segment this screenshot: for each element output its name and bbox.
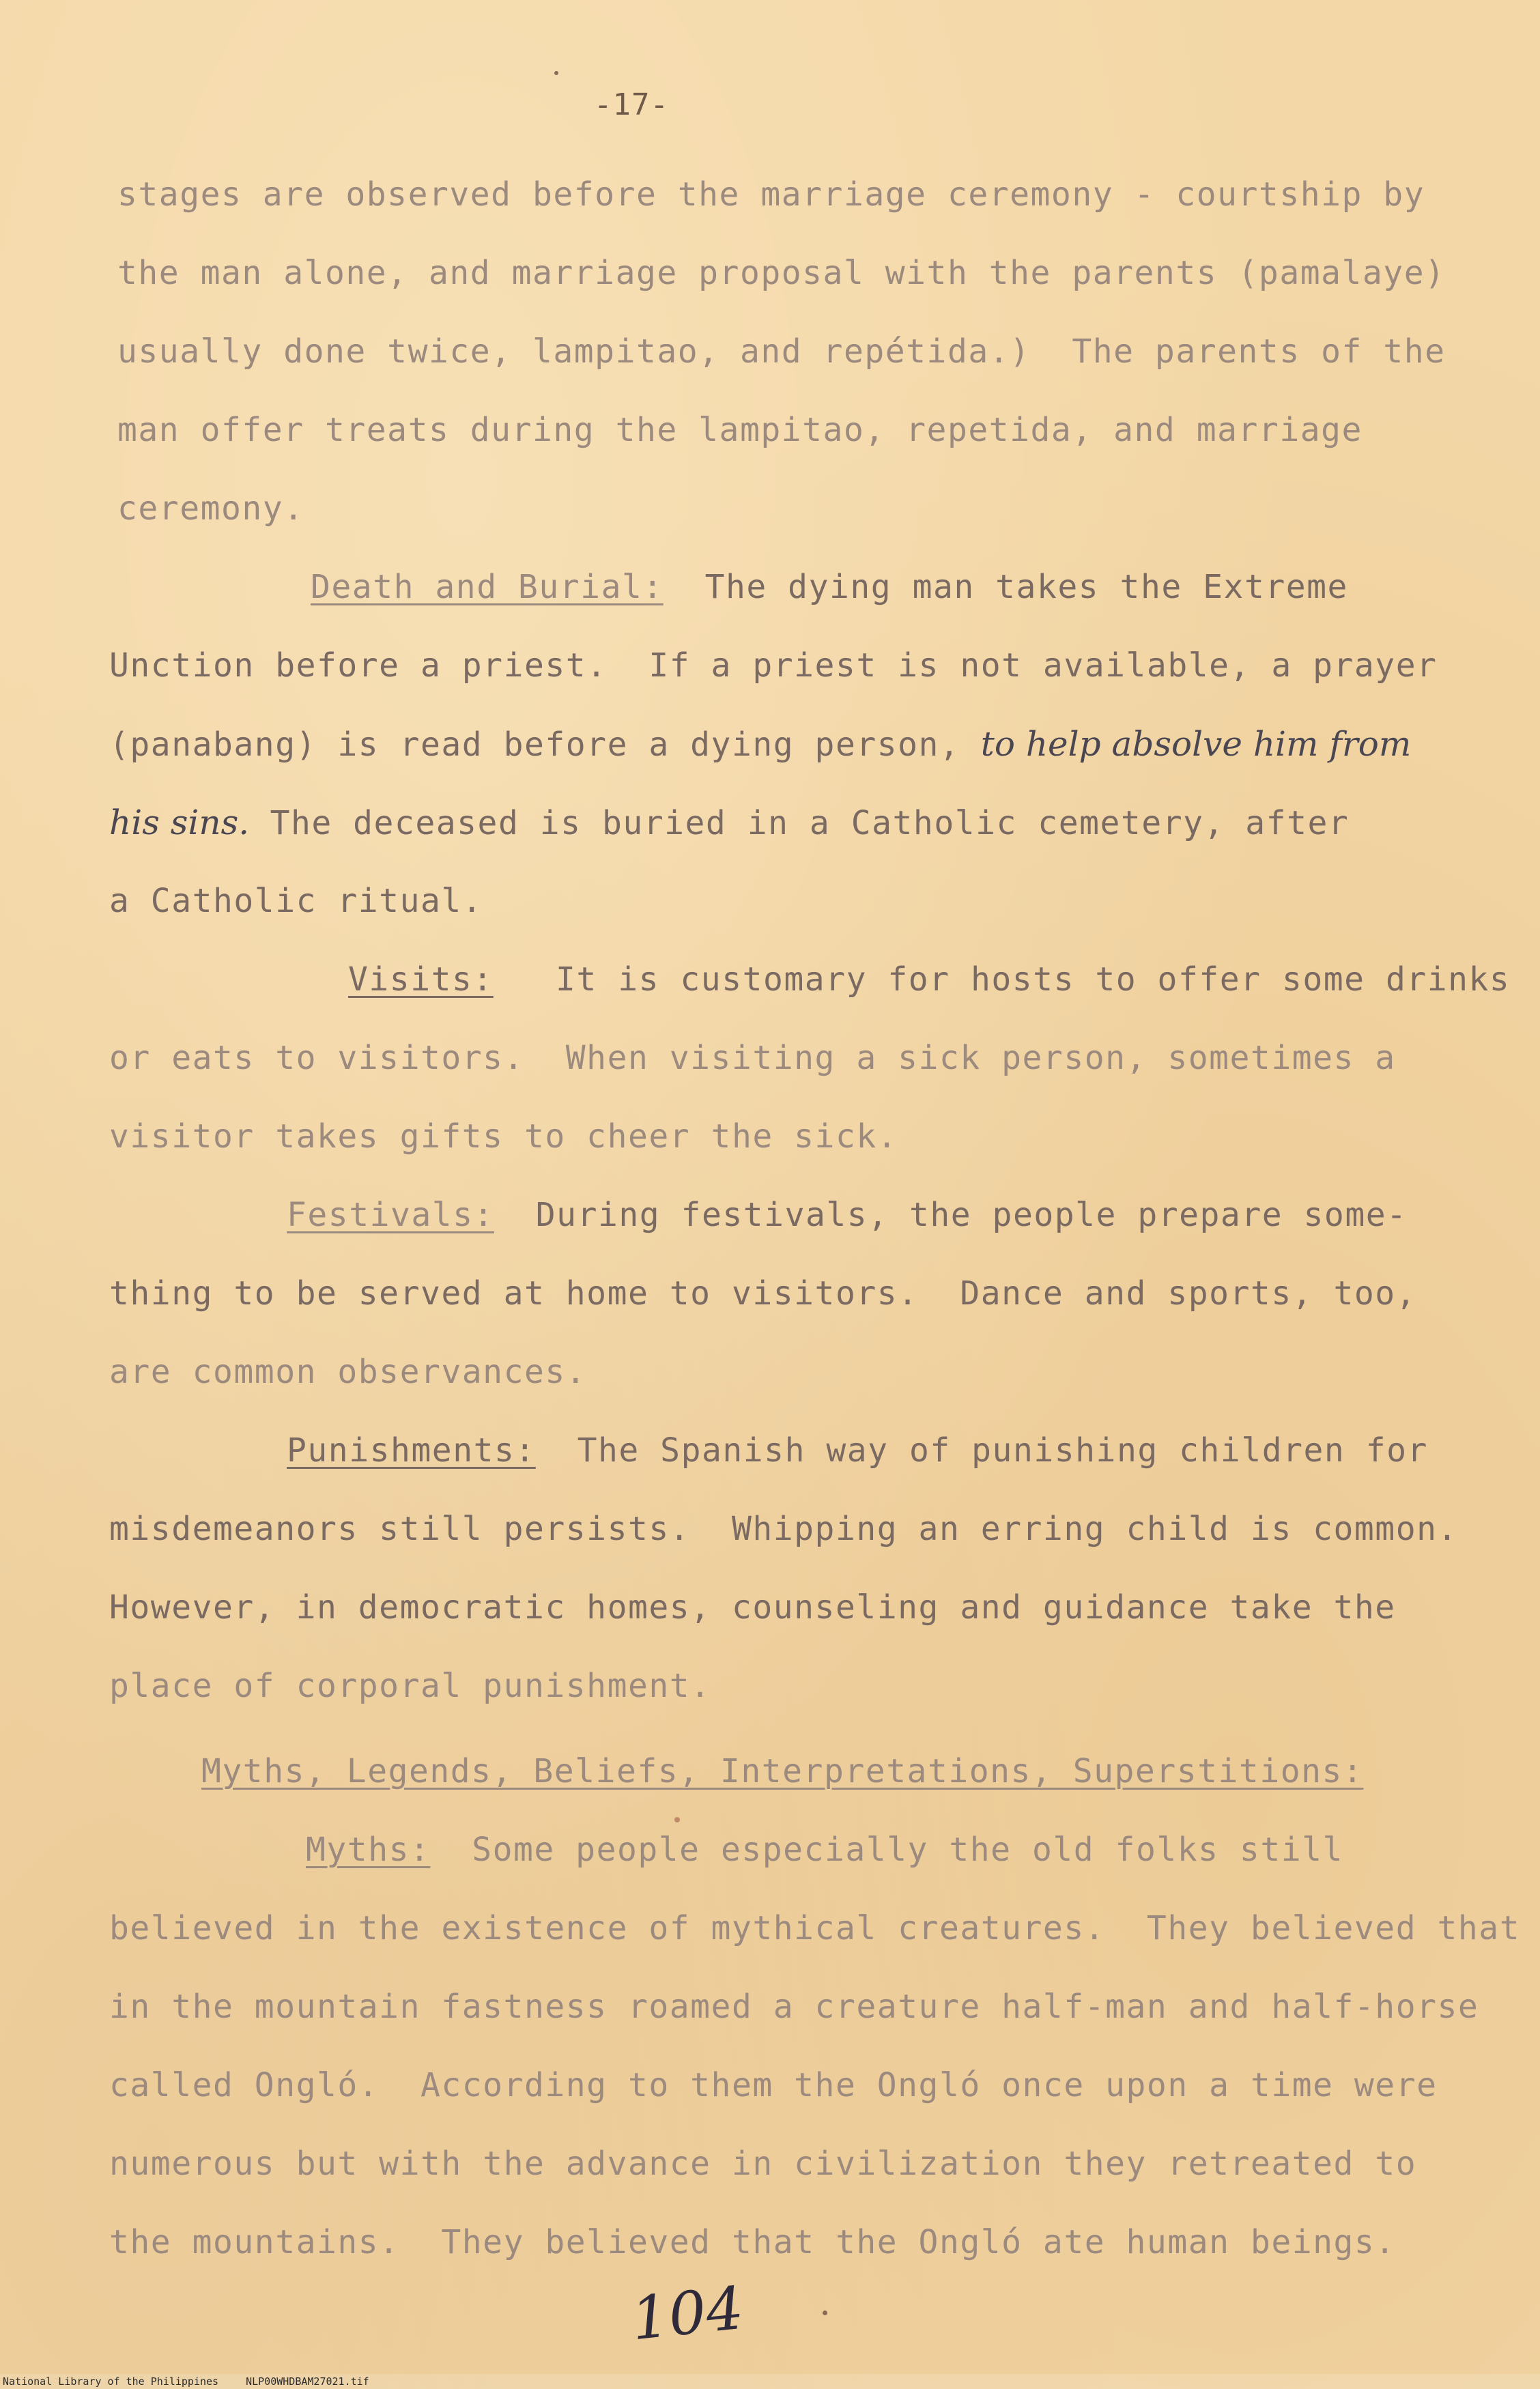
text-line: misdemeanors still persists. Whipping an erring child is common.: [109, 1510, 1458, 1548]
section-heading-myths: Myths:: [306, 1831, 431, 1869]
text-line: ceremony.: [117, 489, 304, 528]
section-heading-festivals: Festivals:: [287, 1196, 494, 1234]
page-number: -17-: [594, 87, 669, 122]
footer-filename: NLP00WHDBAM27021.tif: [246, 2375, 369, 2388]
text-span: It is customary for hosts to offer some drinks: [556, 960, 1511, 999]
text-line: man offer treats during the lampitao, repetida, and marriage: [117, 411, 1363, 449]
text-line: a Catholic ritual.: [109, 882, 483, 920]
text-line: visitor takes gifts to cheer the sick.: [109, 1117, 898, 1156]
section-heading-punishments: Punishments:: [287, 1431, 536, 1470]
section-heading-visits: Visits:: [348, 960, 494, 999]
death-burial-line-1: [311, 567, 1348, 607]
text-span: The deceased is buried in a Catholic cemetery, after: [270, 804, 1350, 842]
text-line: the mountains. They believed that the Ongló ate human beings.: [109, 2223, 1396, 2261]
text-span: Some people especially the old folks still: [472, 1831, 1343, 1869]
visits-line-1: [348, 959, 1510, 1000]
text-span: The Spanish way of punishing children for: [577, 1431, 1428, 1470]
paper-speck: [674, 1817, 680, 1822]
text-line: place of corporal punishment.: [109, 1667, 711, 1705]
text-line: are common observances.: [109, 1353, 587, 1391]
text-line: stages are observed before the marriage ceremony - courtship by: [117, 175, 1425, 214]
text-line: the man alone, and marriage proposal with the parents (pamalaye): [117, 254, 1446, 292]
text-line: numerous but with the advance in civilization they retreated to: [109, 2145, 1417, 2183]
myths-line-1: [306, 1829, 1343, 1870]
handwritten-page-number: 104: [628, 2274, 747, 2354]
text-line: Unction before a priest. If a priest is not available, a prayer: [109, 646, 1438, 685]
handwritten-annotation: to help absolve him from: [980, 724, 1412, 764]
text-line: usually done twice, lampitao, and repétida.) The parents of the: [117, 332, 1446, 371]
text-line: called Ongló. According to them the Ongló once upon a time were: [109, 2066, 1438, 2104]
footer-library: National Library of the Philippines: [3, 2375, 219, 2388]
death-burial-line-3: [109, 724, 1411, 765]
section-title-text: Myths, Legends, Beliefs, Interpretations, Superstitions:: [201, 1752, 1364, 1790]
section-heading-death-burial: Death and Burial:: [311, 568, 664, 606]
text-span: The dying man takes the Extreme: [704, 568, 1348, 606]
text-line: However, in democratic homes, counseling and guidance take the: [109, 1588, 1396, 1627]
text-span: (panabang) is read before a dying person,: [109, 726, 960, 764]
scan-footer: [0, 2374, 1540, 2389]
text-line: thing to be served at home to visitors. Dance and sports, too,: [109, 1274, 1417, 1313]
handwritten-annotation: his sins.: [109, 803, 250, 842]
festivals-line-1: [287, 1194, 1408, 1235]
text-line: believed in the existence of mythical creatures. They believed that: [109, 1909, 1521, 1947]
death-burial-line-4: [109, 802, 1349, 844]
text-span: During festivals, the people prepare some-: [535, 1196, 1408, 1234]
punishments-line-1: [287, 1430, 1428, 1471]
paper-speck: [554, 71, 558, 75]
text-line: or eats to visitors. When visiting a sick person, sometimes a: [109, 1039, 1396, 1077]
text-line: in the mountain fastness roamed a creature half-man and half-horse: [109, 1988, 1479, 2026]
section-title-myths-legends: [201, 1751, 1363, 1792]
paper-speck: [823, 2311, 827, 2315]
